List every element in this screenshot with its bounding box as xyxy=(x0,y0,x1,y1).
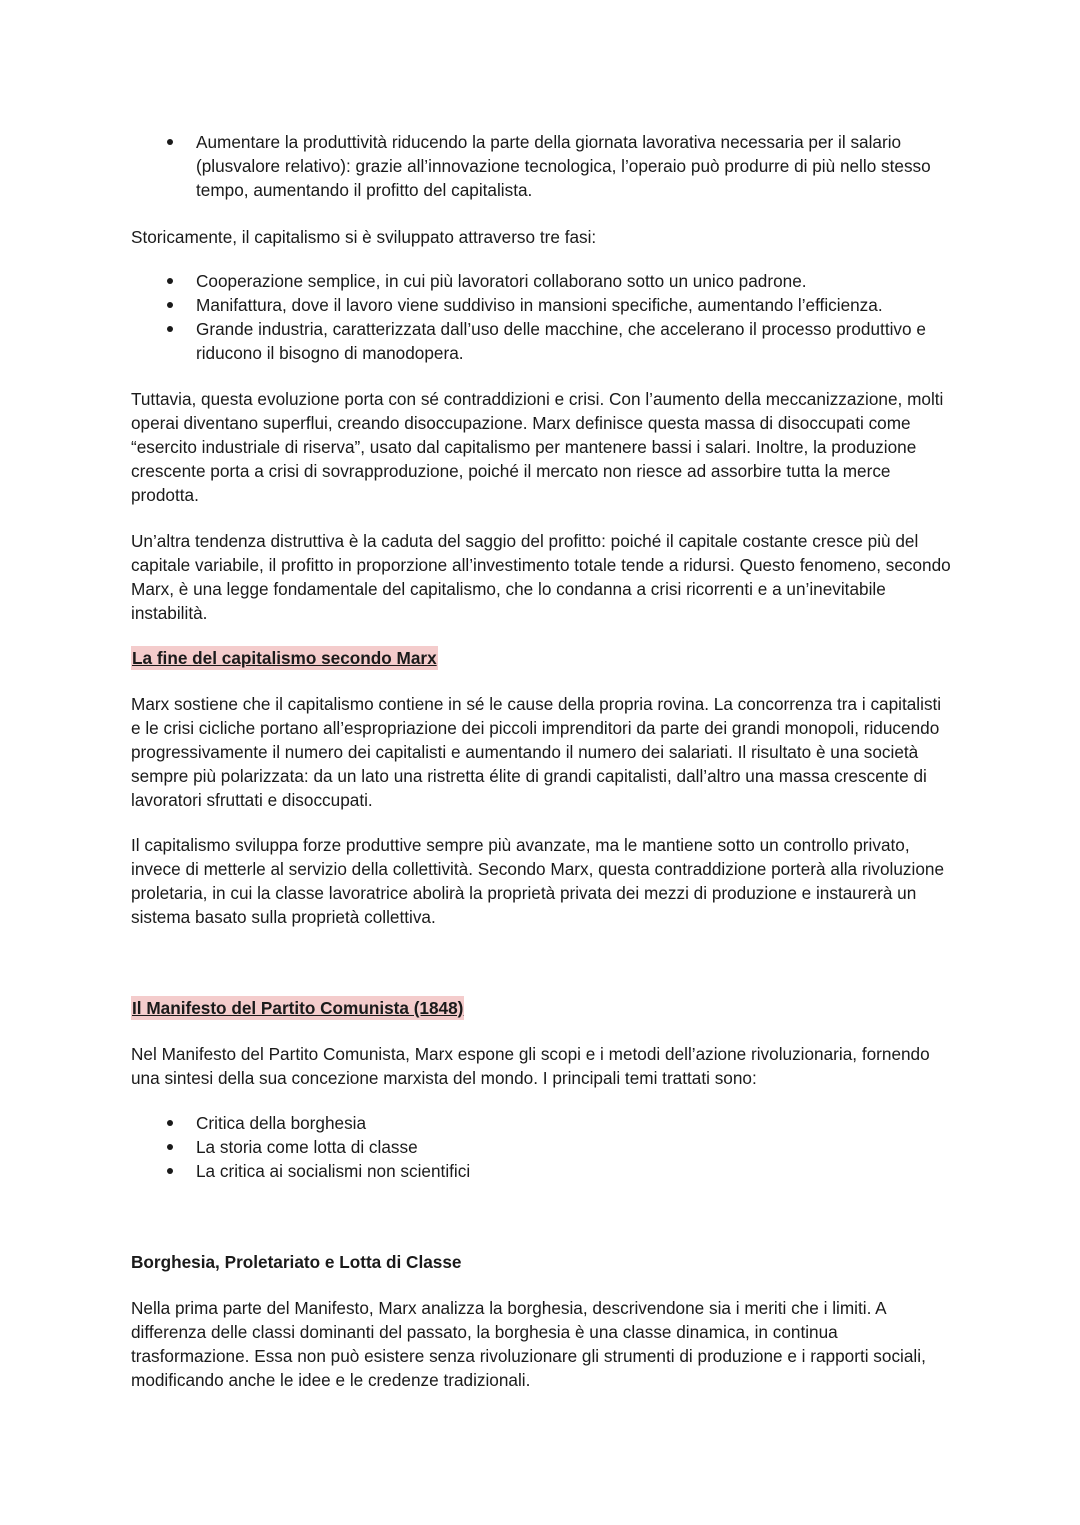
list-item: La critica ai socialismi non scientifici xyxy=(163,1159,953,1183)
list-item: Cooperazione semplice, in cui più lavoratori collaborano sotto un unico padrone. xyxy=(163,269,953,293)
paragraph-tuttavia: Tuttavia, questa evoluzione porta con sé contraddizioni e crisi. Con l’aumento della meccanizzazione, molti operai diventano superflui, creando disoccupazione. Marx definisce questa massa di disoccupati come “esercito industriale di riserva”, usato dal capitalismo per mantenere bassi i salari. Inoltre, la produzione crescente porta a crisi di sovrapproduzione, poiché il mercato non riesce ad assorbire tutta la merce prodotta. xyxy=(131,389,944,505)
heading-text: La fine del capitalismo secondo Marx xyxy=(132,648,437,668)
paragraph-rovina: Marx sostiene che il capitalismo contiene in sé le cause della propria rovina. La concorrenza tra i capitalisti e le crisi cicliche portano all’espropriazione dei piccoli imprenditori da parte dei grandi monopoli, riducendo progressivamente il numero dei capitalisti e aumentando il numero dei salariati. Il risultato è una società sempre più polarizzata: da un lato una ristretta élite di grandi capitalisti, dall’altro una massa crescente di lavoratori sfruttati e disoccupati. xyxy=(131,694,942,810)
section-heading-fine-capitalismo xyxy=(131,646,953,670)
paragraph-manifesto-intro: Nel Manifesto del Partito Comunista, Marx espone gli scopi e i metodi dell’azione rivoluzionaria, fornendo una sintesi della sua concezione marxista del mondo. I principali temi trattati sono: xyxy=(131,1044,930,1088)
bullet-list-produttivita xyxy=(163,130,953,202)
list-item: Grande industria, caratterizzata dall’uso delle macchine, che accelerano il processo produttivo e riducono il bisogno di manodopera. xyxy=(163,317,953,365)
bullet-list-temi xyxy=(163,1111,953,1183)
list-item: Manifattura, dove il lavoro viene suddiviso in mansioni specifiche, aumentando l’efficienza. xyxy=(163,293,953,317)
heading-text: Borghesia, Proletariato e Lotta di Classe xyxy=(131,1252,462,1272)
list-item: La storia come lotta di classe xyxy=(163,1135,953,1159)
paragraph-storicamente: Storicamente, il capitalismo si è sviluppato attraverso tre fasi: xyxy=(131,227,597,247)
bullet-list-fasi xyxy=(163,269,953,365)
paragraph-forze-produttive: Il capitalismo sviluppa forze produttive sempre più avanzate, ma le mantiene sotto un controllo privato, invece di metterle al servizio della collettività. Secondo Marx, questa contraddizione porterà alla rivoluzione proletaria, in cui la classe lavoratrice abolirà la proprietà privata dei mezzi di produzione e instaurerà un sistema basato sulla proprietà collettiva. xyxy=(131,835,945,927)
section-heading-manifesto xyxy=(131,996,953,1020)
section-heading-borghesia xyxy=(131,1250,953,1274)
list-item: Critica della borghesia xyxy=(163,1111,953,1135)
paragraph-caduta-saggio: Un’altra tendenza distruttiva è la caduta del saggio del profitto: poiché il capitale costante cresce più del capitale variabile, il profitto in proporzione all’investimento totale tende a ridursi. Questo fenomeno, secondo Marx, è una legge fondamentale del capitalismo, che lo condanna a crisi ricorrenti e a un’inevitabile instabilità. xyxy=(131,531,951,623)
paragraph-borghesia: Nella prima parte del Manifesto, Marx analizza la borghesia, descrivendone sia i meriti che i limiti. A differenza delle classi dominanti del passato, la borghesia è una classe dinamica, in continua trasformazione. Essa non può esistere senza rivoluzionare gli strumenti di produzione e i rapporti sociali, modificando anche le idee e le credenze tradizionali. xyxy=(131,1298,926,1390)
list-item: Aumentare la produttività riducendo la parte della giornata lavorativa necessaria per il salario (plusvalore relativo): grazie all’innovazione tecnologica, l’operaio può produrre di più nello stesso tempo, aumentando il profitto del capitalista. xyxy=(163,130,953,202)
heading-text: Il Manifesto del Partito Comunista (1848) xyxy=(132,998,464,1018)
